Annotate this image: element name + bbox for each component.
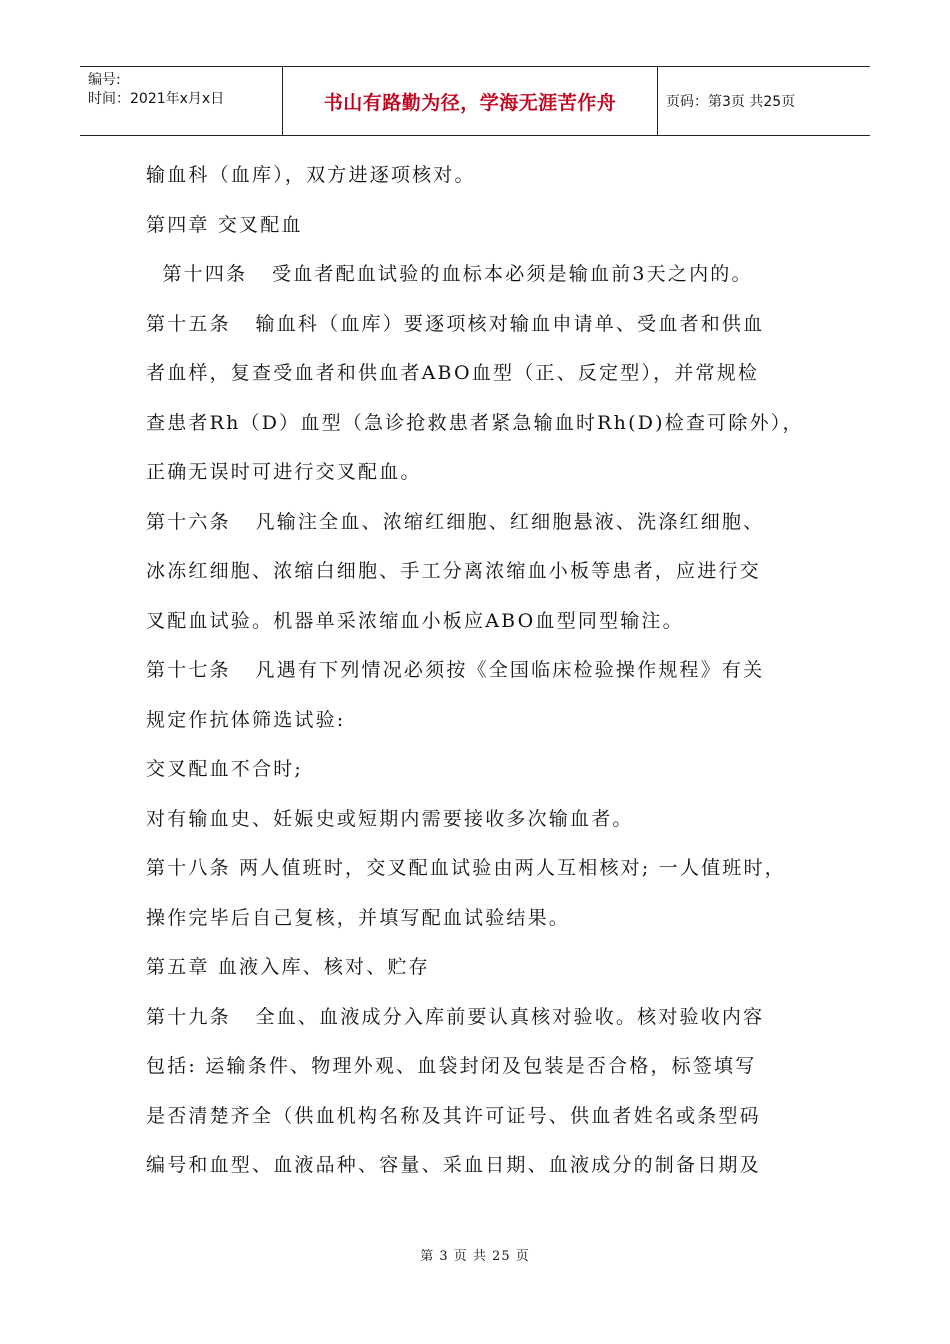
motto-text: 书山有路勤为径，学海无涯苦作舟 <box>323 91 617 114</box>
text-line: 查患者Rh（D）血型（急诊抢救患者紧急输血时Rh(D)检查可除外）， <box>146 412 804 434</box>
text-line: 第十七条 凡遇有下列情况必须按《全国临床检验操作规程》有关 <box>146 659 765 681</box>
header-meta-cell <box>80 67 283 135</box>
text-line: 叉配血试验。机器单采浓缩血小板应ABO血型同型输注。 <box>146 610 684 632</box>
text-line: 者血样，复查受血者和供血者ABO血型（正、反定型），并常规检 <box>146 362 760 384</box>
text-line: 交叉配血不合时; <box>146 758 304 780</box>
text-line: 冰冻红细胞、浓缩白细胞、手工分离浓缩血小板等患者，应进行交 <box>146 560 761 582</box>
page-info: 页码：第3页 共25页 <box>666 94 796 110</box>
text-line: 第十八条 两人值班时，交叉配血试验由两人互相核对; 一人值班时， <box>146 857 786 879</box>
text-line: 第十六条 凡输注全血、浓缩红细胞、红细胞悬液、洗涤红细胞、 <box>146 511 765 533</box>
text-line: 规定作抗体筛选试验: <box>146 709 346 731</box>
text-line: 输血科（血库），双方进逐项核对。 <box>146 164 476 186</box>
text-line: 是否清楚齐全（供血机构名称及其许可证号、供血者姓名或条型码 <box>146 1105 761 1127</box>
chapter-heading: 第五章 血液入库、核对、贮存 <box>146 956 430 978</box>
text-line: 对有输血史、妊娠史或短期内需要接收多次输血者。 <box>146 808 634 830</box>
text-line: 操作完毕后自己复核，并填写配血试验结果。 <box>146 907 571 929</box>
date-label: 时间：2021年x月x日 <box>88 91 225 107</box>
text-line: 正确无误时可进行交叉配血。 <box>146 461 422 483</box>
header-page-cell <box>658 67 870 135</box>
text-line: 第十四条 受血者配血试验的血标本必须是输血前3天之内的。 <box>146 263 753 285</box>
header-motto-cell <box>283 67 658 135</box>
number-label: 编号: <box>88 72 121 88</box>
text-line: 第十五条 输血科（血库）要逐项核对输血申请单、受血者和供血 <box>146 313 765 335</box>
text-line: 第十九条 全血、血液成分入库前要认真核对验收。核对验收内容 <box>146 1006 765 1028</box>
text-line: 包括: 运输条件、物理外观、血袋封闭及包装是否合格，标签填写 <box>146 1055 757 1077</box>
text-line: 编号和血型、血液品种、容量、采血日期、血液成分的制备日期及 <box>146 1154 761 1176</box>
page-footer: 第 3 页 共 25 页 <box>420 1249 530 1264</box>
chapter-heading: 第四章 交叉配血 <box>146 214 303 236</box>
page-header <box>80 66 870 136</box>
